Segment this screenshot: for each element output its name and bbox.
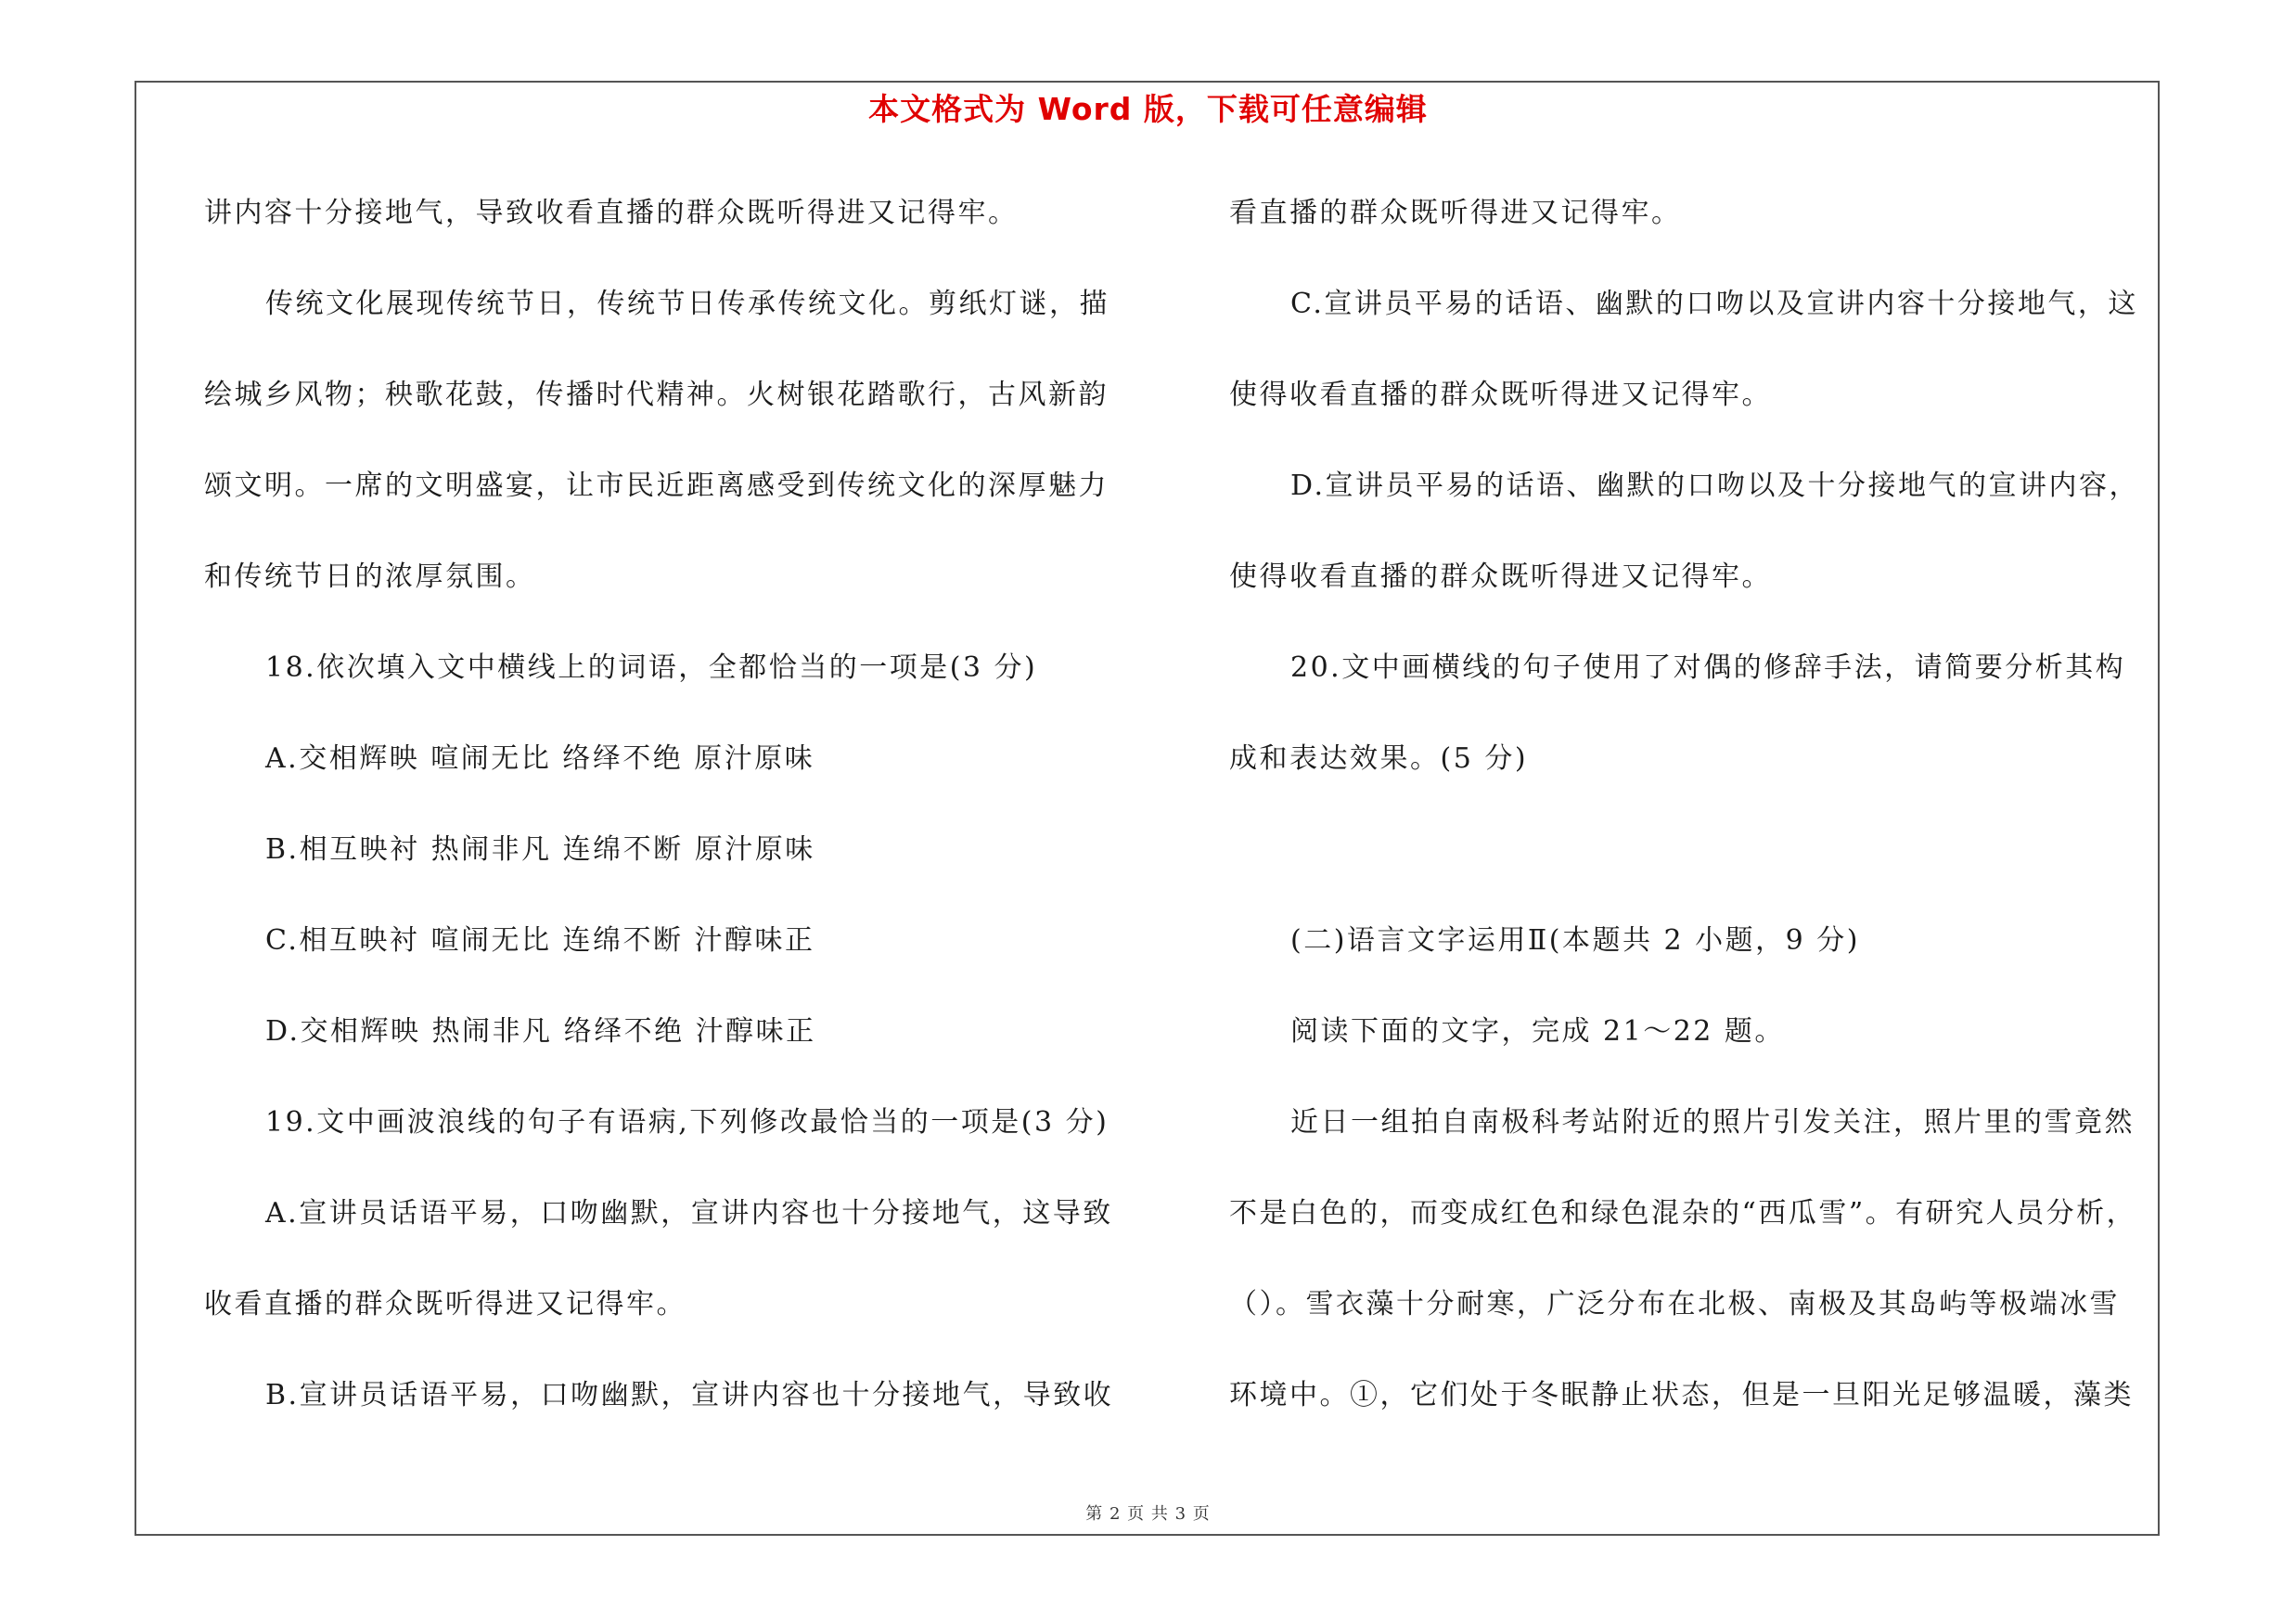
question-19-option-c: C.宣讲员平易的话语、幽默的口吻以及宣讲内容十分接地气，这 [1290,288,2138,320]
passage-line: （）。雪衣藻十分耐寒，广泛分布在北极、南极及其岛屿等极端冰雪 [1229,1288,2120,1320]
blank-line [1229,822,2171,913]
passage-line: 不是白色的，而变成红色和绿色混杂的“西瓜雪”。有研究人员分析， [1229,1197,2137,1230]
question-18-prompt: 18.依次填入文中横线上的词语，全都恰当的一项是(3 分) [265,651,1038,684]
passage-line: 近日一组拍自南极科考站附近的照片引发关注，照片里的雪竟然 [1290,1106,2135,1139]
question-19-prompt: 19.文中画波浪线的句子有语病,下列修改最恰当的一项是(3 分) [265,1106,1110,1139]
question-19-option-a-cont: 收看直播的群众既听得进又记得牢。 [204,1288,686,1320]
question-18-option-b: B.相互映衬 热闹非凡 连绵不断 原汁原味 [265,833,815,866]
left-column [204,186,1132,1459]
question-19-option-c-cont: 使得收看直播的群众既听得进又记得牢。 [1229,379,1772,411]
question-19-option-b-cont: 看直播的群众既听得进又记得牢。 [1229,197,1682,229]
page-number-footer: 第 2 页 共 3 页 [1085,1504,1211,1524]
passage-line: 环境中。①，它们处于冬眠静止状态，但是一旦阳光足够温暖，藻类 [1229,1379,2134,1411]
text-line: 和传统节日的浓厚氛围。 [204,560,536,593]
right-column [1229,186,2171,1459]
question-18-option-a: A.交相辉映 喧闹无比 络绎不绝 原汁原味 [265,742,815,775]
question-19-option-a: A.宣讲员话语平易，口吻幽默，宣讲内容也十分接地气，这导致 [265,1197,1113,1230]
question-19-option-d: D.宣讲员平易的话语、幽默的口吻以及十分接地气的宣讲内容， [1290,470,2140,502]
text-line: 颂文明。一席的文明盛宴，让市民近距离感受到传统文化的深厚魅力 [204,470,1109,502]
text-line: 绘城乡风物；秧歌花鼓，传播时代精神。火树银花踏歌行，古风新韵 [204,379,1109,411]
question-18-option-c: C.相互映衬 喧闹无比 连绵不断 汁醇味正 [265,924,815,957]
section-heading: (二)语言文字运用Ⅱ(本题共 2 小题，9 分) [1290,924,1860,957]
question-19-option-b: B.宣讲员话语平易，口吻幽默，宣讲内容也十分接地气，导致收 [265,1379,1114,1411]
question-19-option-d-cont: 使得收看直播的群众既听得进又记得牢。 [1229,560,1772,593]
question-20-prompt: 20.文中画横线的句子使用了对偶的修辞手法，请简要分析其构 [1290,651,2126,684]
reading-instruction: 阅读下面的文字，完成 21～22 题。 [1290,1015,1785,1048]
question-20-prompt-cont: 成和表达效果。(5 分) [1229,742,1529,775]
text-line: 讲内容十分接地气，导致收看直播的群众既听得进又记得牢。 [204,197,1019,229]
question-18-option-d: D.交相辉映 热闹非凡 络绎不绝 汁醇味正 [265,1015,816,1048]
paragraph-start-line: 传统文化展现传统节日，传统节日传承传统文化。剪纸灯谜，描 [265,288,1110,320]
document-header-banner: 本文格式为 Word 版，下载可任意编辑 [868,91,1428,127]
